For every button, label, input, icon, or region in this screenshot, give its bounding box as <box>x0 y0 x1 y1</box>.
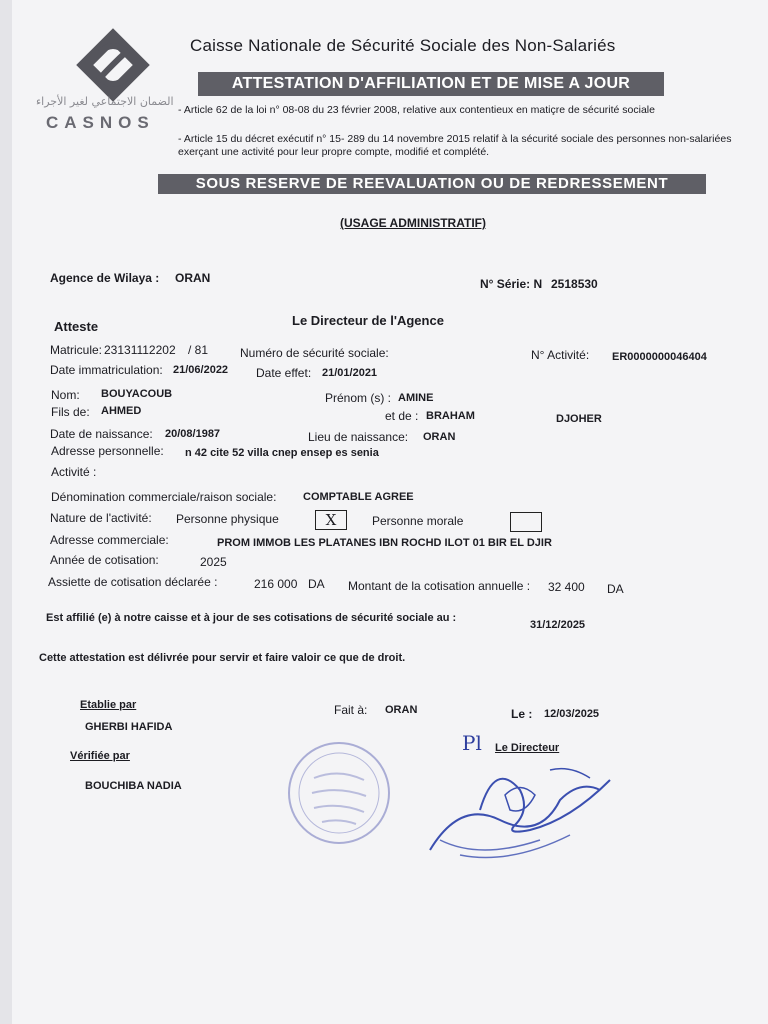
matricule-suffix: / 81 <box>188 343 209 357</box>
organization-title: Caisse Nationale de Sécurité Sociale des Non-Salariés <box>190 36 616 55</box>
handwritten-initial: Pl <box>462 731 482 755</box>
verified-by-label: Vérifiée par <box>70 750 130 762</box>
legal-entity-checkbox <box>510 512 542 532</box>
birthdate-label: Date de naissance: <box>50 427 153 441</box>
made-at-label: Fait à: <box>334 703 368 717</box>
established-by-label: Etablie par <box>80 699 137 711</box>
birthplace-value: ORAN <box>423 431 456 443</box>
registration-date-label: Date immatriculation: <box>50 363 163 377</box>
agency-label: Agence de Wilaya : <box>50 271 160 285</box>
director-signature <box>420 740 620 870</box>
verified-by-value: BOUCHIBA NADIA <box>85 780 182 792</box>
father-label: Fils de: <box>51 405 90 419</box>
scan-edge <box>0 0 12 1024</box>
date-label: Le : <box>511 707 533 721</box>
legal-reference-2: - Article 15 du décret exécutif n° 15- 289 du 14 novembre 2015 relatif à la sécurité sociale des personnes non-salariées exerçant une activité pour leur propre compte, modifié et complété. <box>178 133 732 158</box>
effective-date-value: 21/01/2021 <box>322 367 378 379</box>
effective-date-label: Date effet: <box>256 366 312 380</box>
natural-person-label: Personne physique <box>176 512 279 526</box>
natural-person-checkbox: X <box>315 510 347 530</box>
serie-value: 2518530 <box>551 277 598 291</box>
annual-contribution-unit: DA <box>607 582 624 596</box>
contribution-year-value: 2025 <box>200 555 227 569</box>
official-stamp <box>284 738 394 848</box>
registration-date-value: 21/06/2022 <box>173 364 229 376</box>
matricule-label: Matricule: <box>50 343 103 357</box>
firstname-label: Prénom (s) : <box>325 391 392 405</box>
mother-label: et de : <box>385 409 419 423</box>
director-label: Le Directeur <box>495 742 560 754</box>
personal-address-label: Adresse personnelle: <box>51 444 164 458</box>
reserve-banner: SOUS RESERVE DE REEVALUATION OU DE REDRESSEMENT <box>158 174 706 194</box>
annual-contribution-label: Montant de la cotisation annuelle : <box>348 579 531 593</box>
affiliation-statement: Est affilié (e) à notre caisse et à jour de ses cotisations de sécurité sociale au : <box>46 612 457 624</box>
matricule-value: 23131112202 <box>104 343 176 357</box>
logo-arabic-text: الضمان الاجتماعي لغير الأجراء <box>36 95 174 108</box>
birthdate-value: 20/08/1987 <box>165 428 221 440</box>
affiliation-date: 31/12/2025 <box>530 619 586 631</box>
mother-lastname-value: DJOHER <box>556 413 602 425</box>
activity-number-value: ER0000000046404 <box>612 351 707 363</box>
trade-name-label: Dénomination commerciale/raison sociale: <box>51 490 277 504</box>
contribution-year-label: Année de cotisation: <box>50 553 159 567</box>
activity-number-label: N° Activité: <box>531 348 590 362</box>
annual-contribution-value: 32 400 <box>548 580 585 594</box>
serie-label: N° Série: N <box>480 277 543 291</box>
declared-base-value: 216 000 <box>254 577 298 591</box>
document-title: ATTESTATION D'AFFILIATION ET DE MISE A JOUR <box>198 72 664 96</box>
atteste-label: Atteste <box>54 319 99 334</box>
date-value: 12/03/2025 <box>544 708 600 720</box>
firstname-value: AMINE <box>398 392 434 404</box>
personal-address-value: n 42 cite 52 villa cnep ensep es senia <box>185 447 379 459</box>
legal-entity-label: Personne morale <box>372 514 464 528</box>
mother-firstname-value: BRAHAM <box>426 410 475 422</box>
lastname-value: BOUYACOUB <box>101 388 173 400</box>
activity-nature-label: Nature de l'activité: <box>50 511 152 525</box>
made-at-value: ORAN <box>385 704 418 716</box>
legal-reference-1: - Article 62 de la loi n° 08-08 du 23 février 2008, relative aux contentieux en matiçre de sécurité sociale <box>178 104 655 116</box>
usage-note: (USAGE ADMINISTRATIF) <box>340 216 486 230</box>
activity-label: Activité : <box>51 465 97 479</box>
logo-wordmark: CASNOS <box>46 113 155 132</box>
trade-name-value: COMPTABLE AGREE <box>303 491 414 503</box>
established-by-value: GHERBI HAFIDA <box>85 721 173 733</box>
father-value: AHMED <box>101 405 142 417</box>
nss-label: Numéro de sécurité sociale: <box>240 346 389 360</box>
birthplace-label: Lieu de naissance: <box>308 430 409 444</box>
lastname-label: Nom: <box>51 388 80 402</box>
declared-base-label: Assiette de cotisation déclarée : <box>48 575 218 589</box>
director-title: Le Directeur de l'Agence <box>292 313 444 328</box>
validity-statement: Cette attestation est délivrée pour servir et faire valoir ce que de droit. <box>39 652 406 664</box>
declared-base-unit: DA <box>308 577 325 591</box>
business-address-label: Adresse commerciale: <box>50 533 169 547</box>
business-address-value: PROM IMMOB LES PLATANES IBN ROCHD ILOT 01 BIR EL DJIR <box>217 537 552 549</box>
agency-value: ORAN <box>175 271 211 285</box>
